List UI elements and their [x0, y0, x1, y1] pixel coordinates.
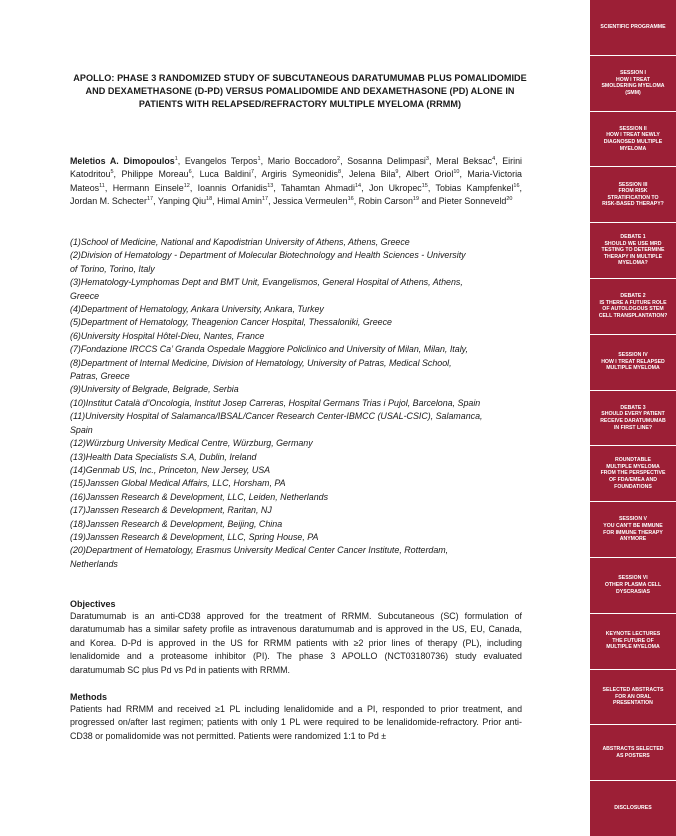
author-affiliation-number: 16	[347, 196, 354, 203]
author-name: Albert Oriol	[405, 169, 454, 180]
author-name: Meral Beksac	[436, 156, 493, 166]
author-name: Yanping Qiu	[157, 196, 207, 207]
sidebar-nav-label: KEYNOTE LECTURES	[605, 631, 661, 638]
author-affiliation-number: 12	[183, 182, 190, 189]
affiliation-line: (4)Department of Hematology, Ankara University, Ankara, Turkey	[70, 304, 324, 315]
author-name: Ioannis Orfanidis	[197, 182, 268, 193]
affiliation-line: (18)Janssen Research & Development, Beijing, China	[70, 518, 283, 529]
sidebar-nav-label: SESSION III	[618, 181, 648, 188]
author-name: Pieter Sonneveld	[438, 196, 507, 207]
author-affiliation-number: 20	[506, 196, 513, 203]
author-affiliation-number: 2	[337, 156, 341, 163]
sidebar-nav-item[interactable]	[590, 558, 676, 614]
author-affiliation-number: 14	[354, 182, 362, 189]
affiliation-line: (20)Department of Hematology, Erasmus University Medical Center Cancer Institute, Rotterdam,	[70, 545, 449, 556]
author-name: Eirini Katodritou	[70, 156, 522, 180]
author-name: Luca Baldini	[199, 169, 251, 180]
sidebar-nav-label: SESSION VI	[618, 575, 648, 582]
author-affiliation-number: 18	[206, 196, 213, 203]
affiliation-line: Greece	[70, 290, 100, 301]
sidebar-nav-label: SHOULD WE USE MRD	[604, 240, 662, 247]
affiliation-line: (17)Janssen Research & Development, Raritan, NJ	[70, 505, 272, 516]
sidebar-nav-item[interactable]	[590, 112, 676, 168]
author-name: Maria-Victoria Mateos	[70, 169, 522, 193]
sidebar-nav-item[interactable]	[590, 391, 676, 447]
affiliation-line: (10)Institut Català d’Oncologia, Institut Josep Carreras, Hospital Germans Trias i Pujol, Barcelona, Spain	[70, 397, 481, 408]
affiliation-line: (6)University Hospital Hôtel-Dieu, Nantes, France	[70, 330, 265, 341]
affiliation-line: (13)Health Data Specialists S.A, Dublin, Ireland	[70, 451, 257, 462]
sidebar-nav-label: MULTIPLE MYELOMA	[606, 463, 660, 470]
sidebar-nav-item[interactable]	[590, 781, 676, 836]
affiliation-line: (16)Janssen Research & Development, LLC, Leiden, Netherlands	[70, 491, 329, 502]
author-affiliation-number: 19	[412, 196, 420, 203]
author-affiliation-number: 15	[421, 182, 428, 189]
author-affiliation-number: 10	[453, 169, 460, 176]
sidebar-nav-label: THE FUTURE OF	[612, 637, 654, 644]
sidebar-nav-label: OF FDA/EMEA AND	[608, 477, 657, 484]
sidebar-nav-label: FROM THE PERSPECTIVE	[600, 470, 666, 477]
sidebar-nav-item[interactable]	[590, 279, 676, 335]
sidebar-nav-label: RECEIVE DARATUMUMAB	[600, 417, 666, 424]
author-affiliation-number: 8	[337, 169, 342, 176]
sidebar-nav-label: ROUNDTABLE	[615, 457, 651, 464]
sidebar-nav-label: SCIENTIFIC PROGRAMME	[600, 24, 666, 31]
author-name: Jordan M. Schecter	[70, 196, 147, 207]
affiliation-line: (1)School of Medicine, National and Kapodistrian University of Athens, Athens, Greece	[70, 237, 410, 247]
author-name: Jelena Bila	[348, 169, 396, 180]
author-affiliation-number: 4	[492, 156, 496, 163]
sidebar-nav-label: MULTIPLE MYELOMA	[606, 365, 660, 372]
author-name: Himal Amin	[217, 196, 262, 207]
sidebar-nav-item[interactable]	[590, 56, 676, 112]
sidebar-nav-label: MYELOMA?	[618, 260, 648, 267]
sidebar-nav-label: FOR IMMUNE THERAPY	[603, 529, 663, 536]
affiliation-line: (7)Fondazione IRCCS Ca’ Granda Ospedale Maggiore Policlinico and University of Milan, Milan, Italy,	[70, 344, 468, 355]
author-affiliation-number: 5	[110, 169, 114, 176]
affiliation-line: (15)Janssen Global Medical Affairs, LLC, Horsham, PA	[70, 478, 286, 489]
sidebar-nav-label: ABSTRACTS SELECTED	[602, 746, 664, 753]
author-name: Meletios A. Dimopoulos	[70, 156, 175, 166]
sidebar-nav-label: MYELOMA	[619, 145, 647, 152]
abstract-title: APOLLO: PHASE 3 RANDOMIZED STUDY OF SUBCUTANEOUS DARATUMUMAB PLUS POMALIDOMIDE AND DEXAMETHASONE (D-PD) VERSUS POMALIDOMIDE AND DEXAMETHASONE (PD) ALONE IN PATIENTS WITH RELAPSED/REFRACTORY MULTIPLE MYELOMA (RRMM)	[73, 73, 527, 110]
author-affiliation-number: 3	[425, 156, 429, 163]
sidebar-nav-label: CELL TRANSPLANTATION?	[598, 312, 668, 319]
sidebar-nav-label: DEBATE 3	[620, 404, 646, 411]
affiliation-line: (3)Hematology-Lymphomas Dept and BMT Unit, Evangelismos, General Hospital of Athens, Athens,	[70, 277, 463, 288]
objectives-heading: Objectives	[70, 599, 116, 609]
author-list: Meletios A. Dimopoulos$^1$, Evangelos Terpos$^1$, Mario Boccadoro$^2$, Sosanna Delimpasi$^3$, Meral Beksac$^4$, Eirini Katodritou$^5$, Philippe Moreau$^6$, Luca Baldini$^7$, Argiris Symeonidis$^8$, Jelena Bila$^9$, Albert Oriol$^{10}$, Maria-Victoria Mateos$^{11}$, Hermann Einsele$^{12}$, Ioannis Orfanidis$^{13}$, Tahamtan Ahmadi$^{14}$, Jon Ukropec$^{15}$, Tobias Kampfenkel$^{16}$, Jordan M. Schecter$^{17}$, Yanping Qiu$^{18}$, Himal Amin$^{17}$, Jessica Vermeulen$^{16}$, Robin Carson$^{19}$ and Pieter Sonneveld$^{20}$	[70, 156, 523, 207]
sidebar-nav-label: THERAPY IN MULTIPLE	[603, 253, 663, 260]
sidebar-nav-item[interactable]	[590, 670, 676, 726]
author-name: Tahamtan Ahmadi	[281, 182, 355, 193]
sidebar-nav-label: HOW I TREAT RELAPSED	[601, 358, 665, 365]
sidebar-nav-item[interactable]	[590, 0, 676, 56]
affiliation-line: (5)Department of Hematology, Theagenion Cancer Hospital, Thessaloniki, Greece	[70, 317, 392, 328]
sidebar-nav-label: HOW I TREAT	[616, 76, 650, 83]
sidebar-nav-label: SELECTED ABSTRACTS	[602, 687, 664, 694]
sidebar-nav-label: IN FIRST LINE?	[613, 424, 653, 431]
affiliation-line: (2)Division of Hematology - Department of Molecular Biotechnology and Health Sciences - University	[70, 250, 466, 261]
affiliation-line: Patras, Greece	[70, 371, 130, 382]
sidebar-nav-label: TESTING TO DETERMINE	[601, 247, 665, 254]
author-affiliation-number: 6	[188, 169, 192, 176]
affiliation-line: (11)University Hospital of Salamanca/IBSAL/Cancer Research Center-IBMCC (USAL-CSIC), Salamanca,	[70, 411, 483, 422]
affiliation-line: Netherlands	[70, 558, 118, 569]
affiliation-line: of Torino, Torino, Italy	[70, 263, 155, 274]
author-name: Argiris Symeonidis	[261, 169, 338, 180]
sidebar-nav-label: HOW I TREAT NEWLY	[606, 132, 660, 139]
sidebar-nav-label: FOUNDATIONS	[614, 483, 652, 490]
sidebar-nav-label: OTHER PLASMA CELL	[604, 582, 662, 589]
affiliation-line: Spain	[70, 424, 93, 435]
objectives-text: Daratumumab is an anti-CD38 approved for the treatment of RRMM. Subcutaneous (SC) formulation of daratumumab has a similar safety profile as intravenous daratumumab and is approved in the US, EU, Canada, and Korea. D-Pd is approved in the US for RRMM patients with ≥2 prior lines of therapy (PL), including lenalidomide and a proteasome inhibitor (PI). The phase 3 APOLLO (NCT03180736) study evaluated daratumumab SC plus Pd vs Pd in patients with RRMM.	[70, 611, 522, 675]
author-name: Mario Boccadoro	[267, 156, 337, 166]
sidebar-nav-label: FOR AN ORAL	[615, 693, 651, 700]
sidebar-nav-item[interactable]	[590, 223, 676, 279]
sidebar-nav-label: SESSION II	[619, 125, 647, 132]
sidebar-nav-label: DEBATE 2	[620, 293, 646, 300]
sidebar-nav-label: SMOLDERING MYELOMA	[601, 83, 665, 90]
author-affiliation-number: 9	[395, 169, 399, 176]
author-affiliation-number: 7	[250, 169, 255, 176]
sidebar-nav-label: PRESENTATION	[613, 700, 653, 707]
author-name: Hermann Einsele	[112, 182, 184, 193]
sidebar-nav-label: SESSION V	[619, 516, 647, 523]
sidebar-nav-label: DEBATE 1	[620, 234, 646, 241]
author-name: Jessica Vermeulen	[273, 196, 348, 207]
affiliation-line: (12)Würzburg University Medical Centre, Würzburg, Germany	[70, 438, 313, 449]
sidebar-nav-label: (SMM)	[625, 89, 641, 96]
sidebar-nav-label: SHOULD EVERY PATIENT	[601, 411, 665, 418]
sidebar-nav-label: SESSION IV	[618, 352, 648, 359]
sidebar-nav-label: DIAGNOSED MULTIPLE	[603, 138, 663, 145]
author-affiliation-number: 16	[513, 182, 520, 189]
sidebar-nav-label: FROM RISK	[618, 188, 648, 195]
author-name: Sosanna Delimpasi	[347, 156, 426, 166]
sidebar-nav-label: ANYMORE	[619, 536, 647, 543]
affiliation-line: (14)Genmab US, Inc., Princeton, New Jersey, USA	[70, 464, 271, 475]
author-affiliation-number: 17	[146, 196, 154, 203]
author-name: Evangelos Terpos	[184, 156, 258, 166]
affiliation-line: (19)Janssen Research & Development, LLC, Spring House, PA	[70, 531, 319, 542]
sidebar-nav-label: IS THERE A FUTURE ROLE	[599, 299, 667, 306]
author-affiliation-number: 17	[262, 196, 269, 203]
affiliation-line: (8)Department of Internal Medicine, Division of Hematology, University of Patras, Medical School,	[70, 357, 452, 368]
methods-text: Patients had RRMM and received ≥1 PL including lenalidomide and a PI, responded to prior treatment, and progressed on/after last regimen; patients with only 1 PL were required to be lenalidomide-refractory. Prior anti-CD38 or pomalidomide was not permitted. Patients were randomized 1:1 to Pd ±	[70, 704, 522, 741]
sidebar-nav-label: YOU CAN'T BE IMMUNE	[603, 522, 663, 529]
methods-heading: Methods	[70, 692, 107, 702]
sidebar-nav-item[interactable]	[590, 446, 676, 502]
sidebar-nav-label: STRATIFICATION TO	[607, 194, 659, 201]
author-affiliation-number: 1	[174, 156, 178, 163]
sidebar-nav-label: DISCLOSURES	[614, 805, 652, 812]
affiliation-list	[70, 236, 522, 571]
author-affiliation-number: 1	[257, 156, 261, 163]
author-affiliation-number: 13	[267, 182, 274, 189]
author-name: Philippe Moreau	[121, 169, 189, 180]
sidebar-nav-item[interactable]	[590, 167, 676, 223]
sidebar-nav-item[interactable]	[590, 725, 676, 781]
sidebar-nav-label: OF AUTOLOGOUS STEM	[602, 306, 664, 313]
sidebar-nav-label: RISK-BASED THERAPY?	[602, 201, 664, 208]
sidebar-nav-label: MULTIPLE MYELOMA	[606, 644, 660, 651]
sidebar-nav-item[interactable]	[590, 614, 676, 670]
sidebar-nav-label: SESSION I	[620, 70, 646, 76]
sidebar-nav-item[interactable]	[590, 335, 676, 391]
sidebar-nav-label: AS POSTERS	[616, 752, 650, 759]
sidebar-navigation	[590, 0, 676, 836]
sidebar-nav-item[interactable]	[590, 502, 676, 558]
author-name: Robin Carson	[358, 196, 413, 207]
author-name: Tobias Kampfenkel	[435, 182, 514, 193]
sidebar-nav-label: DYSCRASIAS	[615, 588, 650, 595]
affiliation-line: (9)University of Belgrade, Belgrade, Serbia	[70, 384, 239, 395]
author-name: Jon Ukropec	[368, 182, 422, 193]
author-affiliation-number: 11	[99, 182, 105, 189]
